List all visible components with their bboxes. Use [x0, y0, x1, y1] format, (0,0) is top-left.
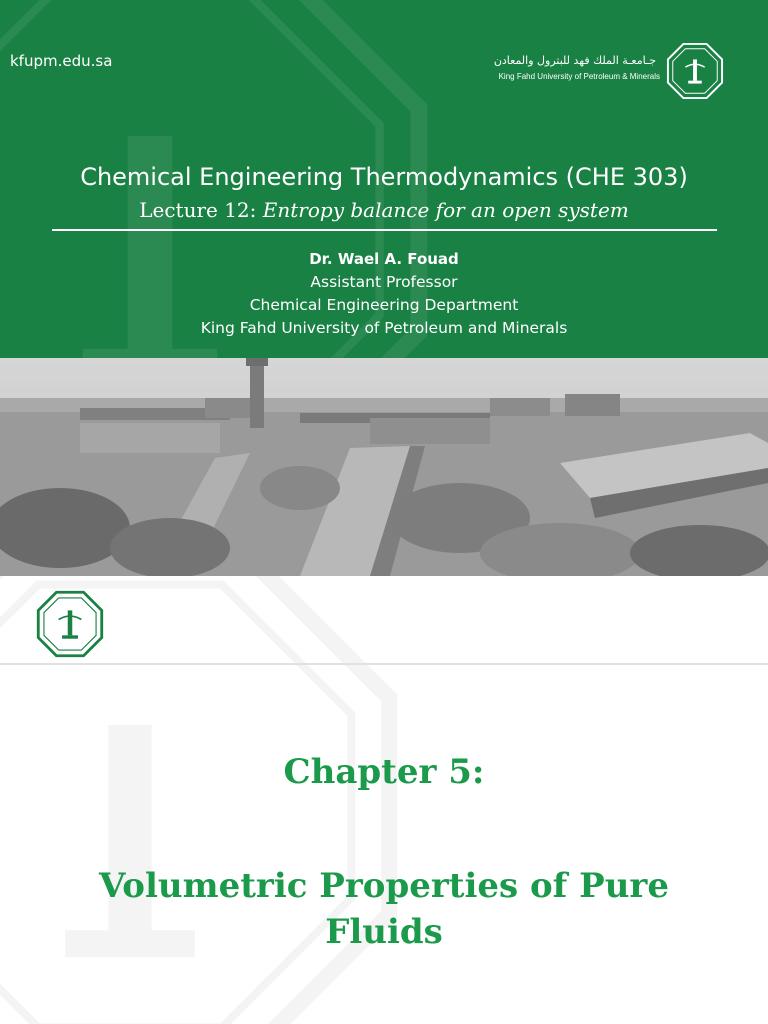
- header-divider: [0, 663, 768, 665]
- author-university: King Fahd University of Petroleum and Minerals: [200, 319, 568, 337]
- author-name: Dr. Wael A. Fouad: [309, 250, 459, 268]
- kfupm-seal-icon: [666, 42, 724, 100]
- green-header-band: [0, 0, 768, 358]
- university-name-arabic: جـامعـة الملك فهد للبترول والمعادن: [493, 54, 656, 67]
- author-position: Assistant Professor: [310, 273, 458, 291]
- lecture-topic: Entropy balance for an open system: [262, 198, 629, 222]
- course-title: Chemical Engineering Thermodynamics (CHE 303): [80, 163, 688, 191]
- author-department: Chemical Engineering Department: [249, 296, 519, 314]
- chapter-label: Chapter 5:: [283, 752, 485, 792]
- title-divider: [52, 229, 717, 231]
- campus-aerial-photo: [0, 358, 768, 576]
- chapter-title: Volumetric Properties of Pure Fluids: [99, 866, 669, 952]
- university-name-english: King Fahd University of Petroleum & Minerals: [498, 72, 660, 81]
- lecture-prefix: Lecture 12:: [139, 198, 263, 222]
- kfupm-seal-icon: [36, 590, 104, 658]
- site-url: kfupm.edu.sa: [10, 52, 113, 70]
- chapter-slide: [0, 576, 768, 1024]
- lecture-title: [0, 198, 768, 222]
- university-logo: [470, 42, 730, 104]
